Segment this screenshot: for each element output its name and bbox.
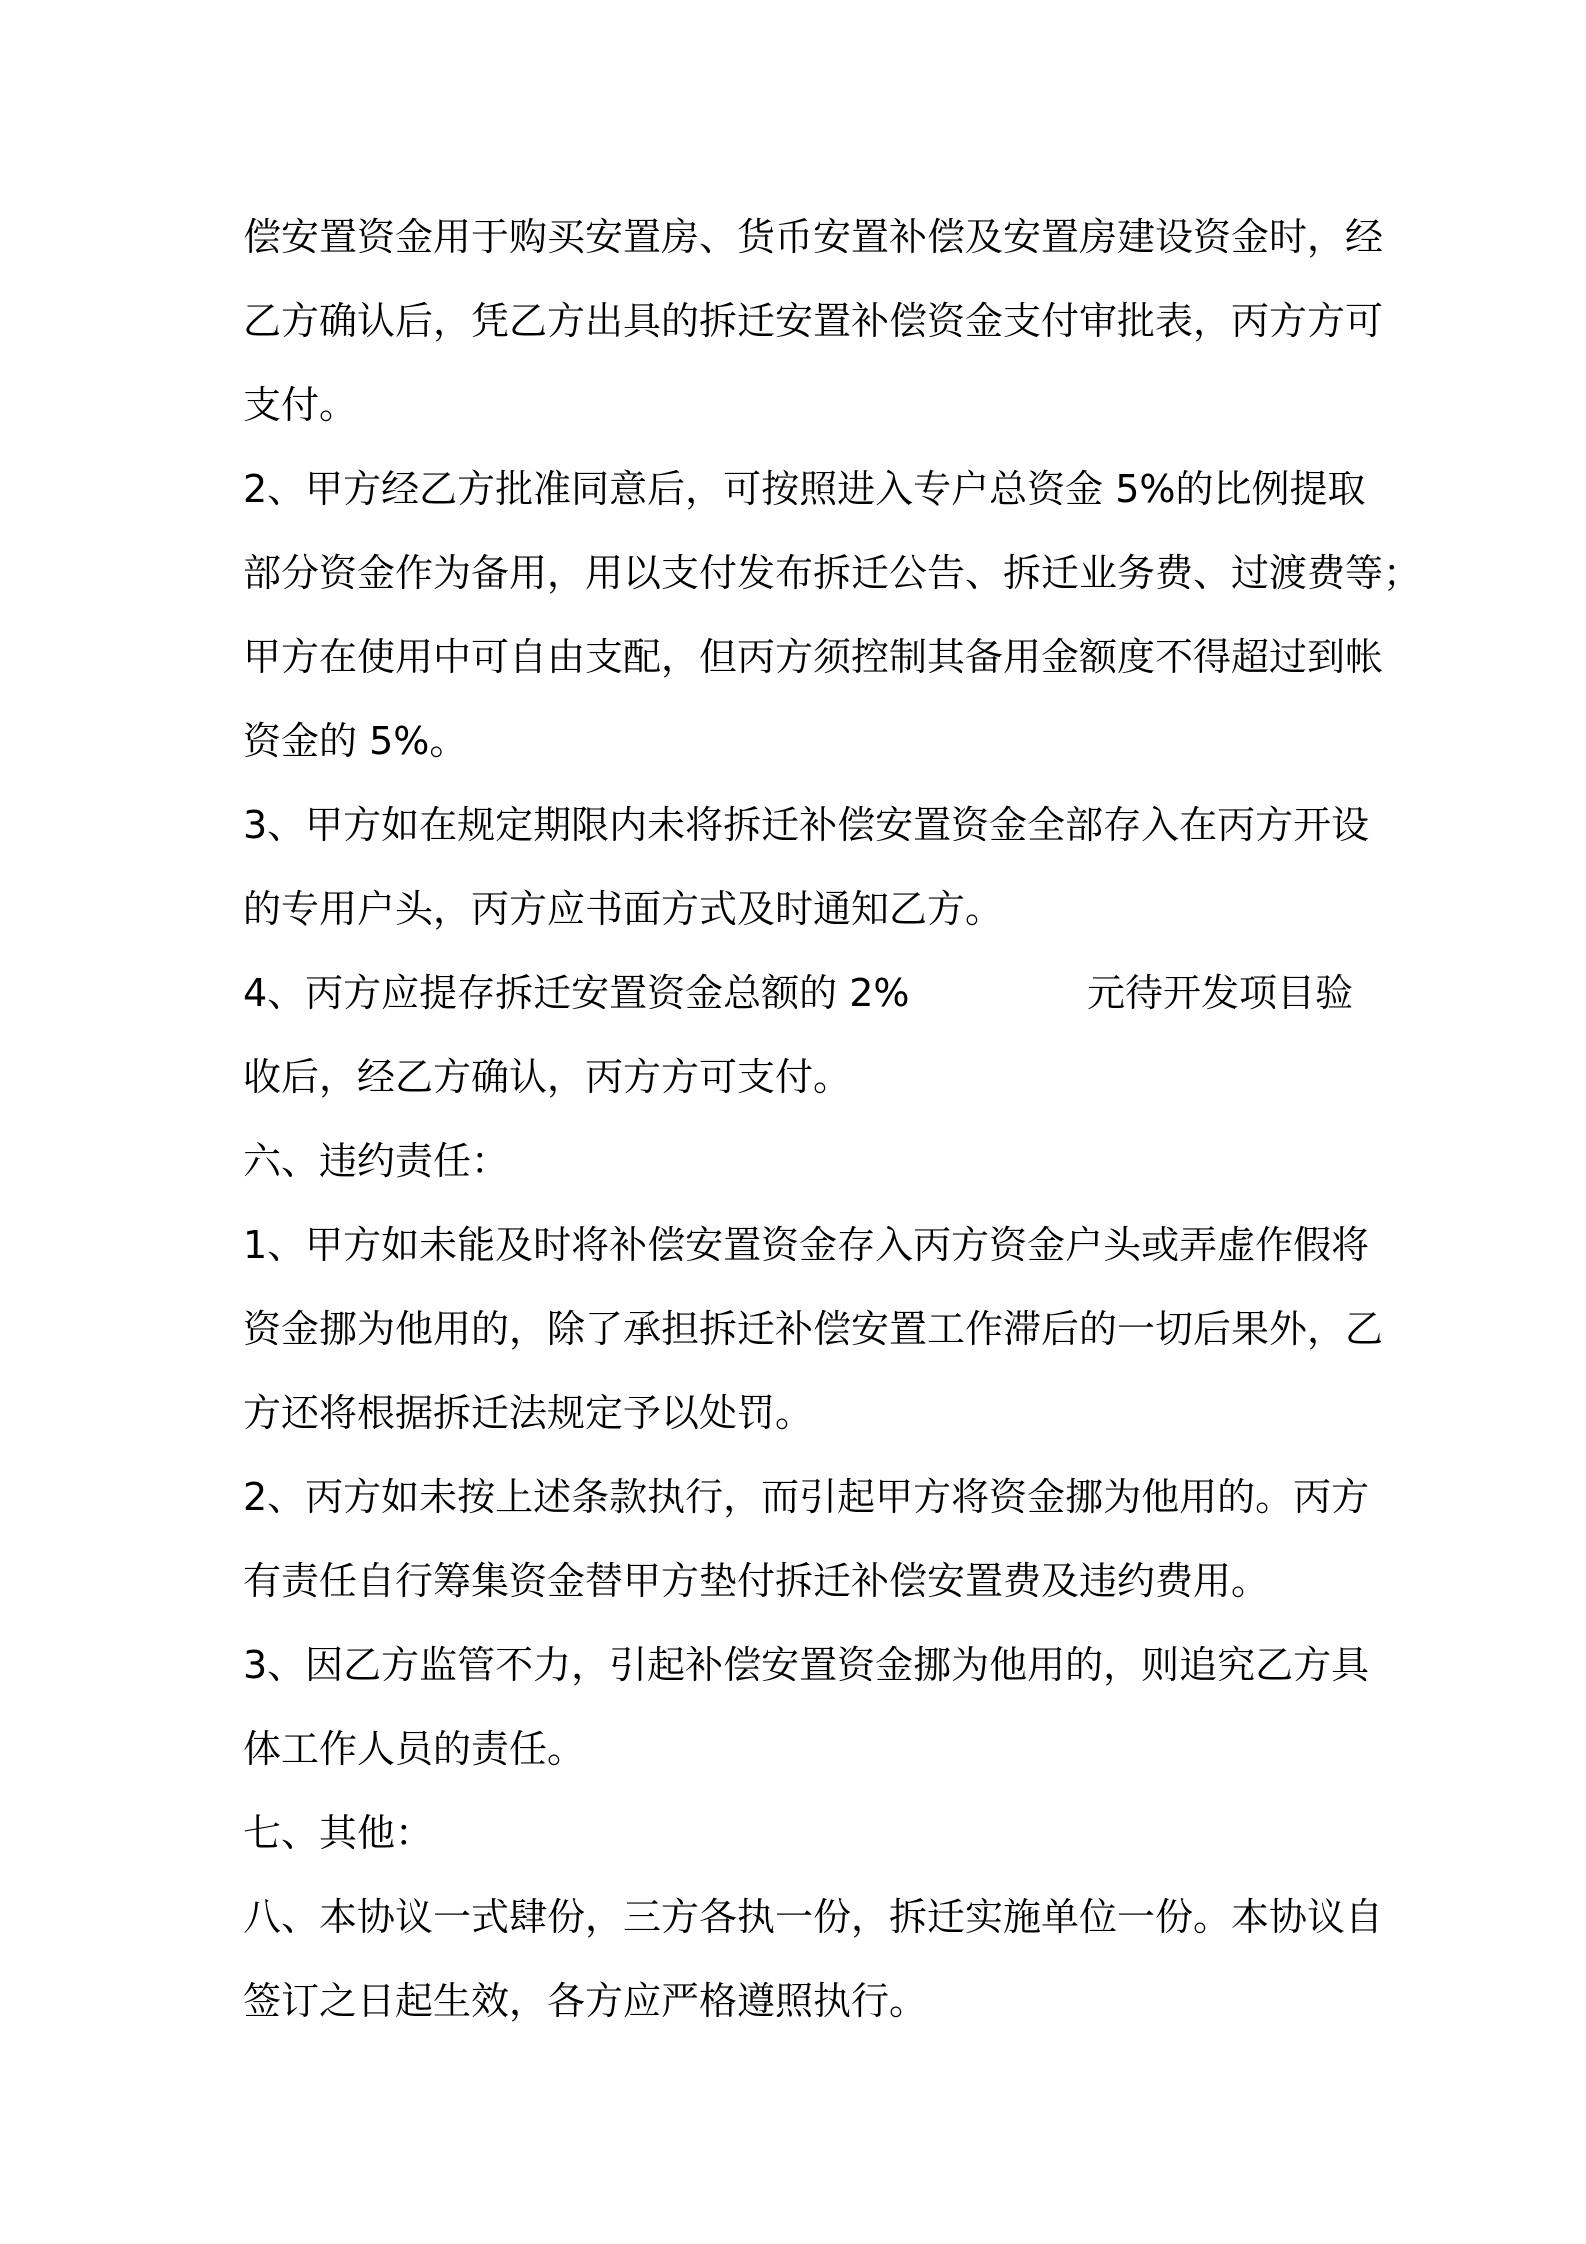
text-line-6: 甲方在使用中可自由支配，但丙方须控制其备用金额度不得超过到帐 [243, 635, 1384, 679]
text-line-10-tail: 元待开发项目验 [1086, 971, 1353, 1015]
text-line-14: 资金挪为他用的，除了承担拆迁补偿安置工作滞后的一切后果外，乙 [243, 1307, 1384, 1351]
text-line-1: 偿安置资金用于购买安置房、货币安置补偿及安置房建设资金时，经 [243, 215, 1384, 259]
text-line-2: 乙方确认后，凭乙方出具的拆迁安置补偿资金支付审批表，丙方方可 [243, 299, 1384, 343]
text-line-11: 收后，经乙方确认，丙方方可支付。 [243, 1055, 852, 1099]
text-line-10-head: 4、丙方应提存拆迁安置资金总额的 2% [243, 971, 910, 1015]
text-line-19: 体工作人员的责任。 [243, 1727, 586, 1771]
document-body [243, 195, 1422, 2043]
section-heading-6: 六、违约责任： [243, 1139, 510, 1183]
text-line-21: 八、本协议一式肆份，三方各执一份，拆迁实施单位一份。本协议自 [243, 1895, 1384, 1939]
text-line-16: 2、丙方如未按上述条款执行，而引起甲方将资金挪为他用的。丙方 [243, 1475, 1370, 1519]
text-line-4: 2、甲方经乙方批准同意后，可按照进入专户总资金 5%的比例提取 [243, 467, 1366, 511]
text-line-18: 3、因乙方监管不力，引起补偿安置资金挪为他用的，则追究乙方具 [243, 1643, 1370, 1687]
text-line-17: 有责任自行筹集资金替甲方垫付拆迁补偿安置费及违约费用。 [243, 1559, 1270, 1603]
text-line-22: 签订之日起生效，各方应严格遵照执行。 [243, 1979, 928, 2023]
text-line-8: 3、甲方如在规定期限内未将拆迁补偿安置资金全部存入在丙方开设 [243, 803, 1370, 847]
text-line-7: 资金的 5%。 [243, 719, 468, 763]
text-line-5: 部分资金作为备用，用以支付发布拆迁公告、拆迁业务费、过渡费等； [243, 551, 1422, 595]
text-line-15: 方还将根据拆迁法规定予以处罚。 [243, 1391, 814, 1435]
section-heading-7: 七、其他： [243, 1811, 434, 1855]
text-line-10 [243, 951, 1353, 1035]
text-line-3: 支付。 [243, 383, 358, 427]
text-line-9: 的专用户头，丙方应书面方式及时通知乙方。 [243, 887, 1004, 931]
text-line-13: 1、甲方如未能及时将补偿安置资金存入丙方资金户头或弄虚作假将 [243, 1223, 1370, 1267]
